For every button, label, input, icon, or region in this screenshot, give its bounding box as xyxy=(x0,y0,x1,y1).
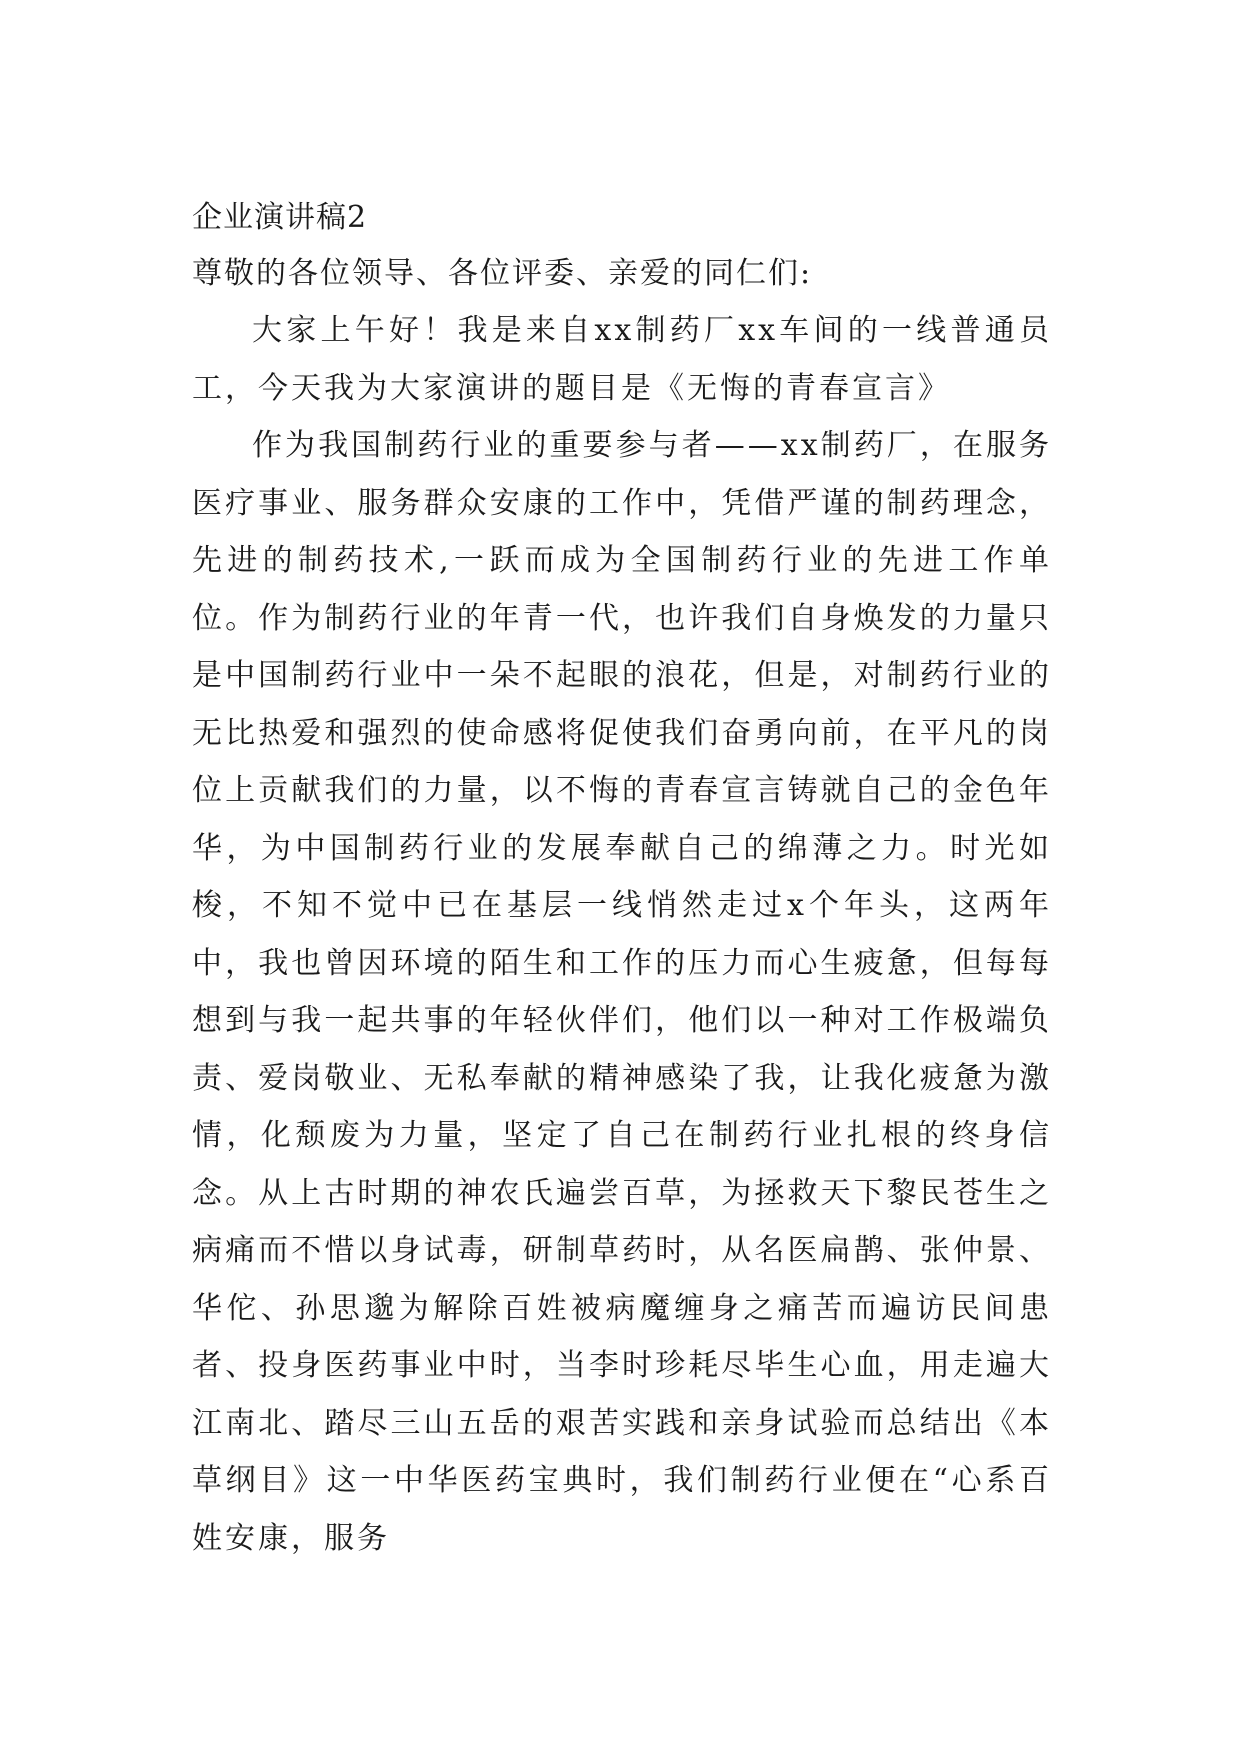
paragraph-greeting: 大家上午好！我是来自xx制药厂xx车间的一线普通员工，今天我为大家演讲的题目是《无悔的青春宣言》 xyxy=(192,313,1052,406)
paragraph-main: 作为我国制药行业的重要参与者——xx制药厂，在服务医疗事业、服务群众安康的工作中，凭借严谨的制药理念，先进的制药技术,一跃而成为全国制药行业的先进工作单位。作为制药行业的年青一代，也许我们自身焕发的力量只是中国制药行业中一朵不起眼的浪花，但是，对制药行业的无比热爱和强烈的使命感将促使我们奋勇向前，在平凡的岗位上贡献我们的力量，以不悔的青春宣言铸就自己的金色年华，为中国制药行业的发展奉献自己的绵薄之力。时光如梭，不知不觉中已在基层一线悄然走过x个年头，这两年中，我也曾因环境的陌生和工作的压力而心生疲惫，但每每想到与我一起共事的年轻伙伴们，他们以一种对工作极端负责、爱岗敬业、无私奉献的精神感染了我，让我化疲惫为激情，化颓废为力量，坚定了自己在制药行业扎根的终身信念。从上古时期的神农氏遍尝百草，为拯救天下黎民苍生之病痛而不惜以身试毒，研制草药时，从名医扁鹊、张仲景、华佗、孙思邈为解除百姓被病魔缠身之痛苦而遍访民间患者、投身医药事业中时，当李时珍耗尽毕生心血，用走遍大江南北、踏尽三山五岳的艰苦实践和亲身试验而总结出《本草纲目》这一中华医药宝典时，我们制药行业便在“心系百姓安康，服务 xyxy=(192,428,1052,1556)
document-body xyxy=(192,190,1052,1567)
salutation-line: 尊敬的各位领导、各位评委、亲爱的同仁们: xyxy=(192,256,813,291)
document-title: 企业演讲稿2 xyxy=(192,200,368,235)
